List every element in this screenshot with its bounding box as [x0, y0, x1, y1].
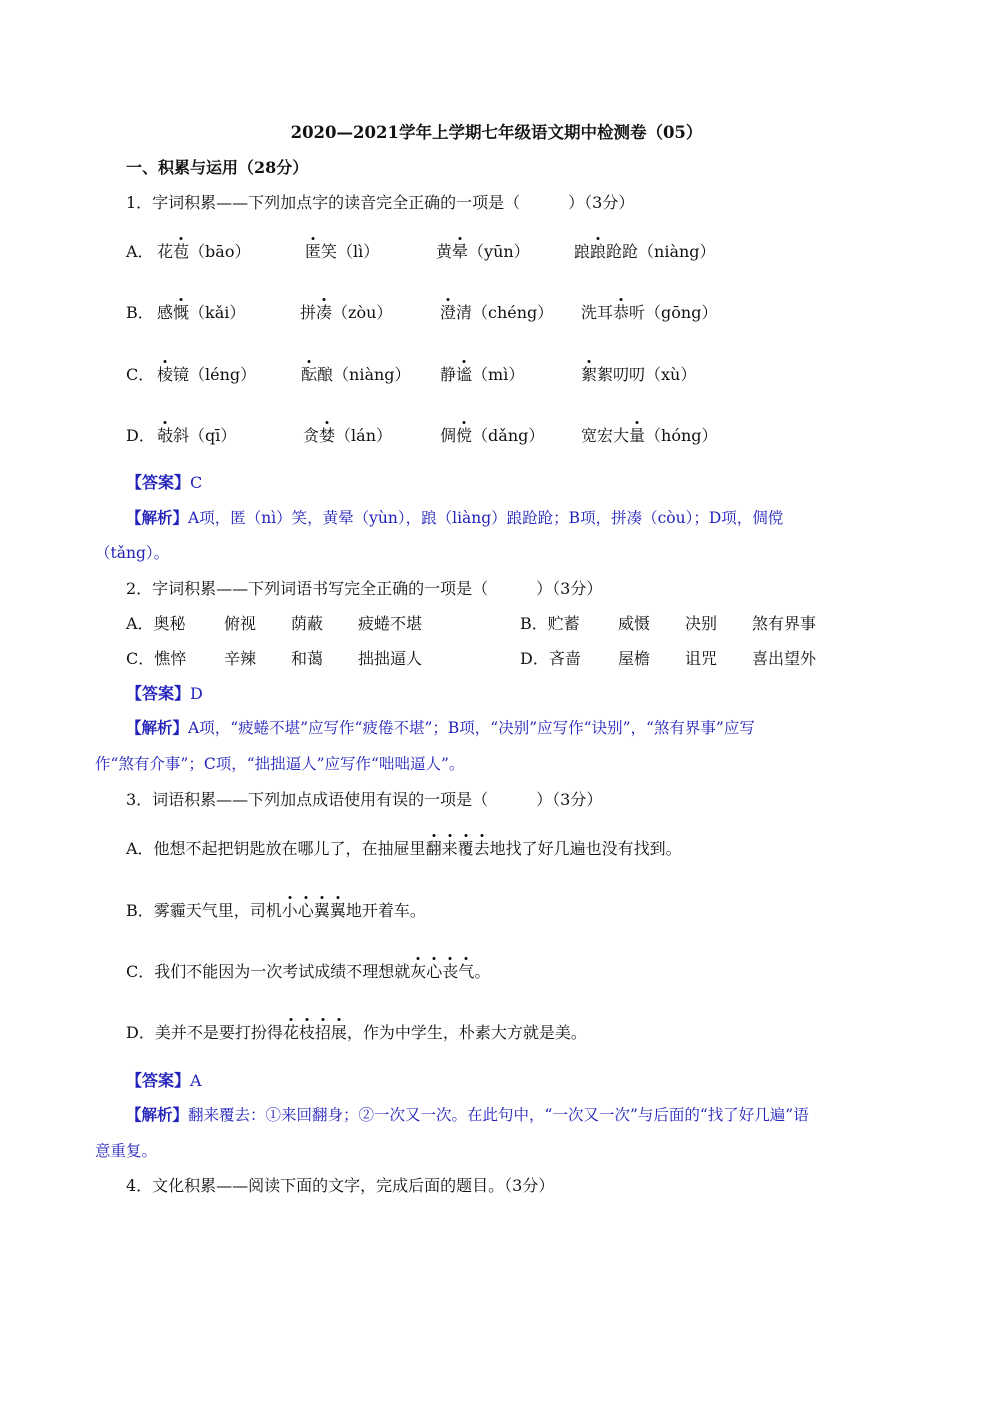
emphasis-dot-char: 招	[314, 1023, 331, 1042]
option-c-word: 拙拙逼人	[358, 649, 423, 668]
emphasis-dot-char: 花	[282, 1023, 299, 1042]
emphasis-dot-char: 翼	[329, 901, 346, 920]
emphasis-dot-char: 踉	[590, 242, 607, 261]
emphasis-dot-char: 去	[473, 839, 490, 858]
emphasis-dot-char: 覆	[457, 839, 474, 858]
emphasis-dot-char: 攲	[157, 426, 174, 445]
option-d-word: 屋檐	[618, 649, 651, 668]
emphasis-dot-char: 来	[441, 839, 458, 858]
emphasis-dot-char: 匿	[305, 242, 322, 261]
option-b-word: 煞有界事	[752, 614, 817, 633]
emphasis-dot-char: 苞	[173, 242, 190, 261]
option-a-word: 荫蔽	[291, 614, 324, 633]
emphasis-dot-char: 翻	[425, 839, 442, 858]
option-c-word: C．憔悴	[126, 649, 187, 668]
emphasis-dot-char: 灰	[410, 962, 427, 981]
option-word: 踉踉跄跄（niàng）	[574, 242, 716, 261]
option-c-word: 辛辣	[224, 649, 257, 668]
emphasis-dot-char: 气	[458, 962, 475, 981]
option-label: B．	[126, 303, 154, 322]
emphasis-dot-char: 澄	[440, 303, 457, 322]
option-word: 攲斜（qī）	[157, 426, 237, 445]
option-word: 花苞（bāo）	[157, 242, 251, 261]
option-a-word: 俯视	[224, 614, 257, 633]
option-word: 黄晕（yūn）	[436, 242, 530, 261]
option-word: 洗耳恭听（gōng）	[581, 303, 718, 322]
emphasis-dot-char: 絮	[581, 365, 598, 384]
question-3-option-b: B．雾霾天气里，司机小心翼翼地开着车。	[126, 901, 426, 920]
option-word: 倜傥（dǎng）	[440, 426, 545, 445]
option-d-word: 喜出望外	[752, 649, 817, 668]
emphasis-dot-char: 傥	[456, 426, 473, 445]
question-2-explanation-cont: 作“煞有介事”；C项，“拙拙逼人”应写作“咄咄逼人”。	[95, 755, 465, 773]
question-4-stem: 4．文化积累——阅读下面的文字，完成后面的题目。（3分）	[126, 1176, 555, 1195]
emphasis-dot-char: 谧	[456, 365, 473, 384]
emphasis-dot-char: 枝	[298, 1023, 315, 1042]
option-word: 澄清（chéng）	[440, 303, 554, 322]
question-3-option-a: A．他想不起把钥匙放在哪儿了，在抽屉里翻来覆去地找了好几遍也没有找到。	[126, 839, 682, 858]
option-word: 感慨（kǎi）	[157, 303, 246, 322]
emphasis-dot-char: 慨	[173, 303, 190, 322]
emphasis-dot-char: 量	[629, 426, 646, 445]
option-b-word: B．贮蓄	[520, 614, 580, 633]
section-heading: 一、积累与运用（28分）	[126, 158, 309, 177]
question-3-explanation-cont: 意重复。	[95, 1142, 158, 1160]
emphasis-dot-char: 心	[426, 962, 443, 981]
option-word: 酝酿（niàng）	[301, 365, 411, 384]
question-3-explanation: 【解析】翻来覆去：①来回翻身；②一次又一次。在此句中，“一次又一次”与后面的“找了好几遍”语	[126, 1105, 809, 1124]
question-3-answer: 【答案】A	[126, 1071, 202, 1090]
option-label: C．	[126, 365, 155, 384]
question-3-stem: 3．词语积累——下列加点成语使用有误的一项是（ ）（3分）	[126, 790, 603, 809]
option-word: 静谧（mì）	[440, 365, 525, 384]
emphasis-dot-char: 翼	[313, 901, 330, 920]
option-b-word: 决别	[685, 614, 718, 633]
option-d-word: 诅咒	[685, 649, 718, 668]
option-b-word: 威慑	[618, 614, 651, 633]
question-1-stem: 1．字词积累——下列加点字的读音完全正确的一项是（ ）（3分）	[126, 193, 635, 212]
option-a-word: A．奥秘	[126, 614, 186, 633]
option-word: 絮絮叨叨（xù）	[581, 365, 697, 384]
emphasis-dot-char: 棱	[157, 365, 174, 384]
question-2-answer: 【答案】D	[126, 684, 203, 703]
option-word: 拼凑（zòu）	[300, 303, 393, 322]
emphasis-dot-char: 婪	[319, 426, 336, 445]
emphasis-dot-char: 丧	[442, 962, 459, 981]
question-1-explanation-cont: （tǎng）。	[95, 544, 170, 562]
question-2-explanation: 【解析】A项，“疲蜷不堪”应写作“疲倦不堪”；B项，“决别”应写作“诀别”，“煞有界事”应写	[126, 718, 755, 737]
emphasis-dot-char: 恭	[613, 303, 630, 322]
question-1-answer: 【答案】C	[126, 473, 203, 492]
emphasis-dot-char: 小	[281, 901, 298, 920]
option-word: 棱镜（léng）	[157, 365, 257, 384]
question-1-explanation: 【解析】A项，匿（nì）笑，黄晕（yùn），踉（liàng）踉跄跄；B项，拼凑（còu）；D项，倜傥	[126, 508, 784, 527]
option-a-word: 疲蜷不堪	[358, 614, 423, 633]
option-label: D．	[126, 426, 155, 445]
option-word: 宽宏大量（hóng）	[581, 426, 718, 445]
page-title: 2020—2021学年上学期七年级语文期中检测卷（05）	[290, 123, 703, 142]
option-d-word: D．吝啬	[520, 649, 581, 668]
option-word: 匿笑（lì）	[305, 242, 380, 261]
question-3-option-d: D．美并不是要打扮得花枝招展，作为中学生，朴素大方就是美。	[126, 1023, 587, 1042]
emphasis-dot-char: 凑	[316, 303, 333, 322]
emphasis-dot-char: 晕	[452, 242, 469, 261]
question-2-stem: 2．字词积累——下列词语书写完全正确的一项是（ ）（3分）	[126, 579, 603, 598]
option-word: 贪婪（lán）	[303, 426, 392, 445]
emphasis-dot-char: 酝	[301, 365, 318, 384]
option-c-word: 和蔼	[291, 649, 324, 668]
option-label: A．	[126, 242, 154, 261]
question-3-option-c: C．我们不能因为一次考试成绩不理想就灰心丧气。	[126, 962, 491, 981]
emphasis-dot-char: 心	[297, 901, 314, 920]
emphasis-dot-char: 展	[330, 1023, 347, 1042]
